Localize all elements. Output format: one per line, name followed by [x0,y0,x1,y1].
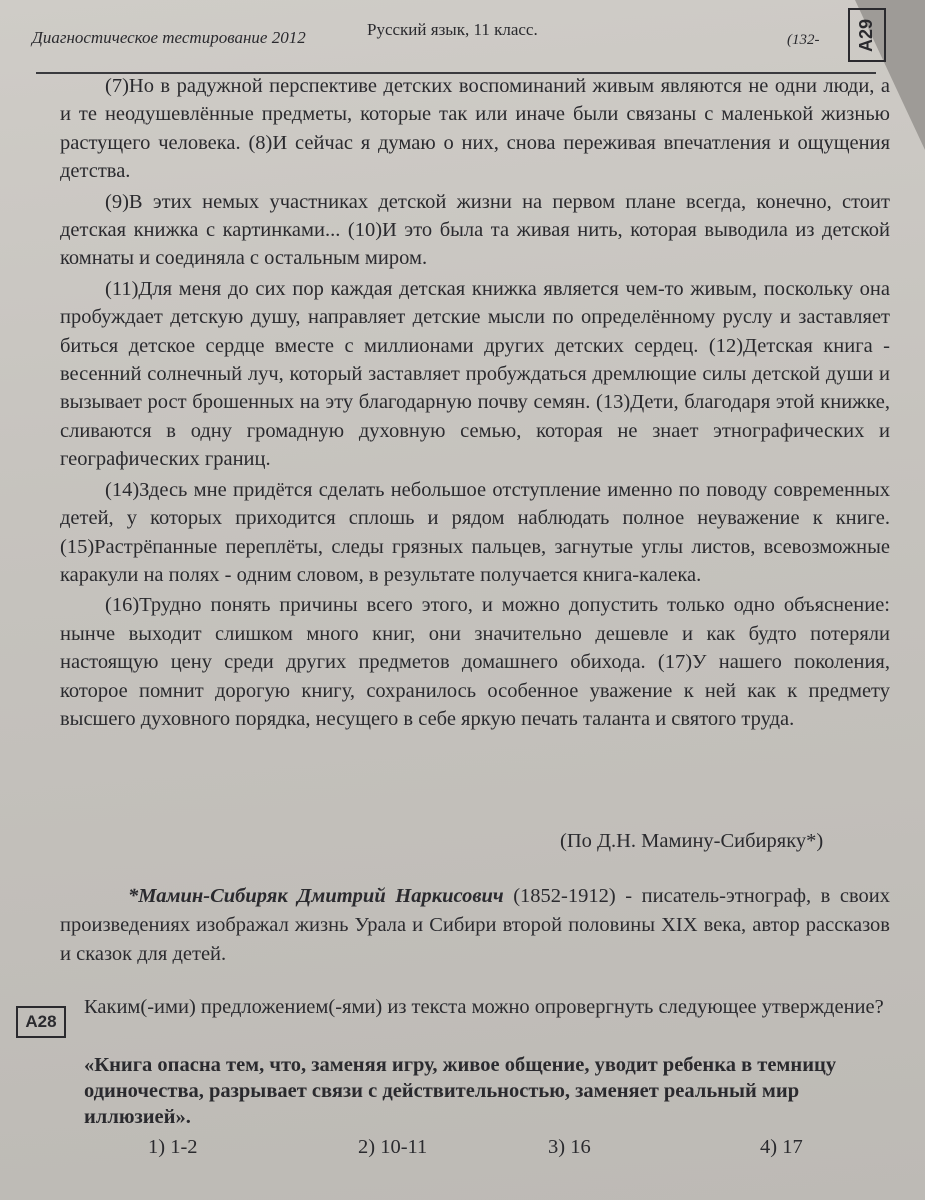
header-page-number: (132- [787,32,820,48]
answer-option[interactable]: 3) 16 [548,1136,591,1158]
task-question: Каким(-ими) предложением(-ями) из текста можно опровергнуть следующее утверждение? [84,996,884,1018]
answer-option[interactable]: 2) 10-11 [358,1136,428,1158]
paragraph: (16)Трудно понять причины всего этого, и можно допустить только одно объяснение: нынче выходит слишком много книг, они значительно дешевле и как будто потеряли настоящую цену среди других предметов домашнего обихода. (17)У нашего поколения, которое помнит дорогую книгу, сохранилось особенное уважение к ней как к предмету высшего духовного порядка, несущего в себе яркую печать таланта и святого труда. [60,594,890,730]
task-label-a28: A28 [16,1006,66,1038]
paragraph: (9)В этих немых участниках детской жизни на первом плане всегда, конечно, стоит детская книжка с картинками... (10)И это была та живая нить, которая выводила из детской комнаты и соединяла с остальным миром. [60,190,890,270]
answer-options [148,1136,848,1166]
task-label-a29-text: A29 [856,18,877,52]
paragraph: (7)Но в радужной перспективе детских воспоминаний живым являются не одни люди, а и те неодушевлённые предметы, которые так или иначе были связаны с маленькой жизнью растущего человека. (8)И сейчас я думаю о них, снова переживая впечатления и ощущения детства. [60,75,890,183]
header-test-title: Диагностическое тестирование 2012 [32,28,306,47]
reading-text [60,72,890,735]
answer-option[interactable]: 1) 1-2 [148,1136,198,1158]
task-quote: «Книга опасна тем, что, заменяя игру, живое общение, уводит ребенка в темницу одиночества, разрывает связи с действительностью, заменяет реальный мир иллюзией». [84,1054,837,1128]
page-header [32,18,892,48]
text-source: (По Д.Н. Мамину-Сибиряку*) [560,830,824,852]
footnote [60,882,890,969]
footnote-text: (1852-1912) - писатель-этнограф, в своих произведениях изображал жизнь Урала и Сибири второй половины XIX века, автор рассказов и сказок для детей. [60,885,890,965]
task-label-a29 [848,8,886,62]
paragraph: (11)Для меня до сих пор каждая детская книжка является чем-то живым, поскольку она пробуждает детскую душу, направляет детские мысли по определённому руслу и заставляет биться детское сердце вместе с миллионами других детских сердец. (12)Детская книга - весенний солнечный луч, который заставляет пробуждаться дремлющие силы детской души и вызывает рост брошенных на эту благодарную почву семян. (13)Дети, благодаря этой книжке, сливаются в одну громадную духовную семью, которая не знает этнографических и географических границ. [60,277,890,471]
footnote-author: *Мамин-Сибиряк Дмитрий Наркисович [128,885,504,907]
answer-option[interactable]: 4) 17 [760,1136,803,1158]
header-subject: Русский язык, 11 класс. [367,20,538,39]
paragraph: (14)Здесь мне придётся сделать небольшое отступление именно по поводу современных детей, у которых приходится сплошь и рядом наблюдать полное неуважение к книге. (15)Растрёпанные переплёты, следы грязных пальцев, загнутые углы листов, всевозможные каракули на полях - одним словом, в результате получается книга-калека. [60,478,890,586]
